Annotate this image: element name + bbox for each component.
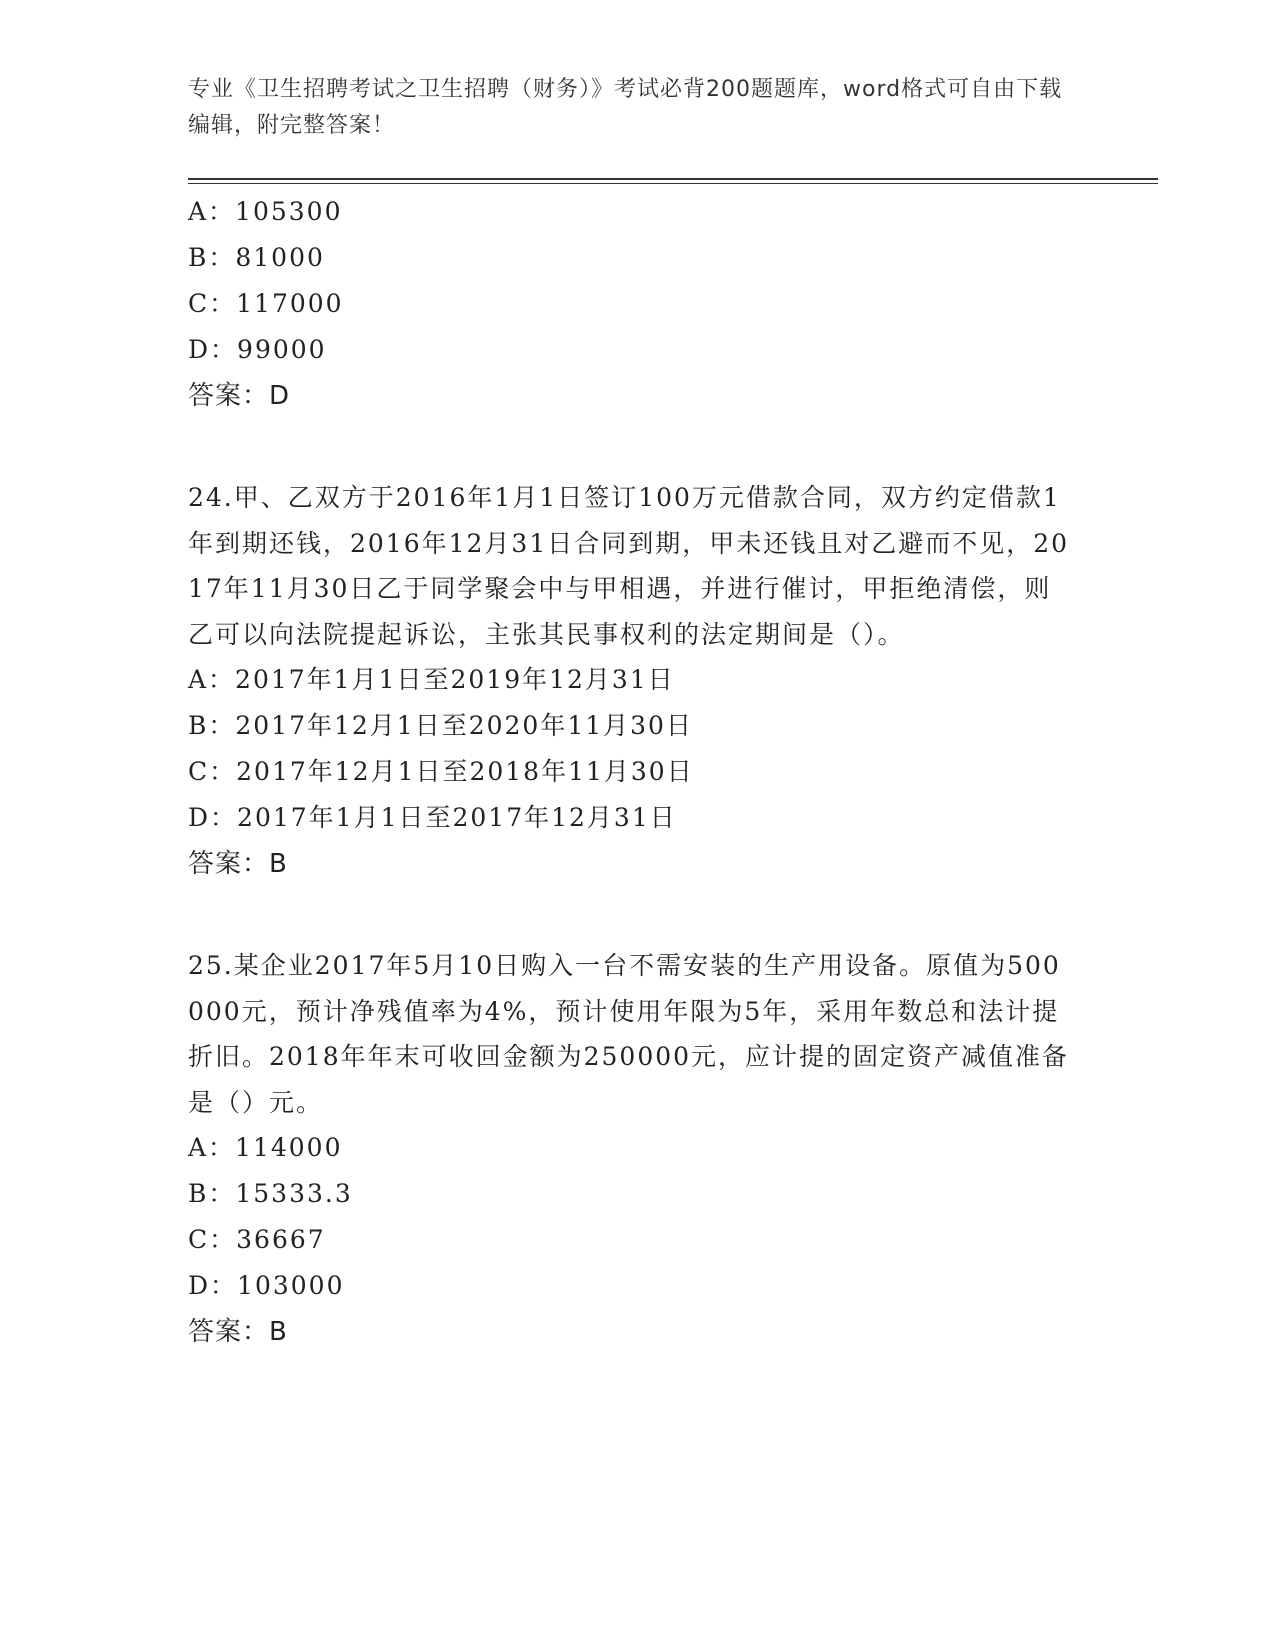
question-23-block <box>188 189 1078 419</box>
option-a: A：105300 <box>188 197 343 226</box>
option-b: B：81000 <box>188 243 325 272</box>
question-content <box>188 189 1078 1355</box>
question-stem: 24.甲、乙双方于2016年1月1日签订100万元借款合同，双方约定借款1年到期还钱，2016年12月31日合同到期，甲未还钱且对乙避而不见，2017年11月30日乙于同学聚会中与甲相遇，并进行催讨，甲拒绝清偿，则乙可以向法院提起诉讼，主张其民事权利的法定期间是（）。 <box>188 483 1070 649</box>
option-b: B：15333.3 <box>188 1179 353 1208</box>
option-c: C：36667 <box>188 1225 326 1254</box>
option-d: D：99000 <box>188 335 327 364</box>
option-c: C：2017年12月1日至2018年11月30日 <box>188 757 694 786</box>
option-a: A：2017年1月1日至2019年12月31日 <box>188 665 675 694</box>
question-stem: 25.某企业2017年5月10日购入一台不需安装的生产用设备。原值为500000元，预计净残值率为4%，预计使用年限为5年，采用年数总和法计提折旧。2018年年末可收回金额为250000元，应计提的固定资产减值准备是（）元。 <box>188 951 1070 1117</box>
option-b: B：2017年12月1日至2020年11月30日 <box>188 711 693 740</box>
option-d: D：103000 <box>188 1271 345 1300</box>
option-d: D：2017年1月1日至2017年12月31日 <box>188 803 677 832</box>
answer-line: 答案：B <box>188 849 288 879</box>
answer-line: 答案：B <box>188 1317 288 1347</box>
spacer <box>188 887 1078 943</box>
option-c: C：117000 <box>188 289 344 318</box>
question-24-block <box>188 475 1078 887</box>
option-a: A：114000 <box>188 1133 343 1162</box>
header-divider <box>188 178 1158 180</box>
document-header <box>188 72 1068 144</box>
header-divider-thin <box>188 183 1158 184</box>
answer-line: 答案：D <box>188 381 291 411</box>
header-title: 专业《卫生招聘考试之卫生招聘（财务）》考试必背200题题库，word格式可自由下载编辑，附完整答案！ <box>188 77 1063 138</box>
question-25-block <box>188 943 1078 1355</box>
spacer <box>188 419 1078 475</box>
